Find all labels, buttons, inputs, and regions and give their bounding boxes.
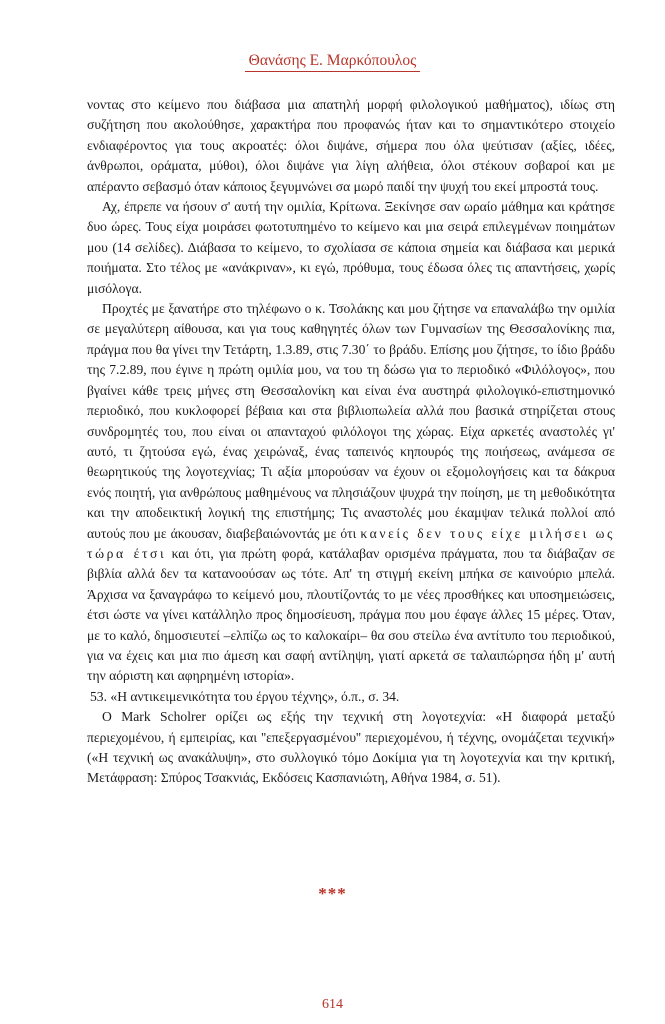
page-number: 614 [322,997,343,1012]
spaced-emphasis: κανείς δεν τους είχε μιλήσει ως τώρα έτσι [87,525,615,561]
section-separator: *** [318,884,347,903]
running-header [0,50,665,72]
paragraph-3-text-a: Προχτές με ξανατήρε στο τηλέφωνο ο κ. Τσολάκης και μου ζήτησε να επαναλάβω την ομιλία σε μεγαλύτερη αίθουσα, και για τους καθηγητές όλων των Γυμνασίων της Θεσσαλονίκης πια, πράγμα που θα γίνει την Τετάρτη, 1.3.89, στις 7.30΄ το βράδυ. Επίσης μου ζήτησε, το ίδιο βράδυ της 7.2.89, που έγινε η πρώτη ομιλία μου, να του τη δώσω για το περιοδικό «Φιλόλογος», που βγαίνει κάθε τρεις μήνες στη Θεσσαλονίκη και είναι ένα αυστηρά φιλολογικό-επιστημονικό περιοδικό, που κυκλοφορεί βέβαια και στα βιβλιοπωλεία αλλά που βασικά στηρίζεται στους συνδρομητές του, που είναι οι απανταχού φιλόλογοι της χώρας. Είχα αρκετές αναστολές γι' αυτό, τι ζητούσα εγώ, ένας χειρώναξ, ένας ταπεινός κηπουρός της ποιήσεως, ανάμεσα σε θεωρητικούς της λογοτεχνίας; Τι αξία μπορούσαν να έχουν οι εξομολογήσεις και τα δάκρυα ενός ποιητή, για ανθρώπους μαθημένους να πλησιάζουν ψυχρά την ποίηση, με τη μεθοδικότητα και την αποδεικτική λογική της επιστήμης; Τις αναστολές μου έκαμψαν τελικά πολλοί από αυτούς που με άκουσαν, διαβεβαιώνοντάς με ότι [87,301,615,541]
paragraph-3 [87,299,615,687]
paragraph-4: Ο Mark Scholrer ορίζει ως εξής την τεχνική στη λογοτεχνία: «Η διαφορά μεταξύ περιεχομένου, ή εμπειρίας, και ''επεξεργασμένου'' περιεχομένου, ή τέχνης, ονομάζεται τεχνική» («Η τεχνική ως ανακάλυψη», στο συλλογικό τόμο Δοκίμια για τη λογοτεχνία και την κριτική, Μετάφραση: Σπύρος Τσακνιάς, Εκδόσεις Κασπανιώτη, Αθήνα 1984, σ. 51). [87,709,615,786]
paragraph-3-text-b: και ότι, για πρώτη φορά, κατάλαβαν ορισμένα πράγματα, που τα διάβαζαν σε βιβλία αλλά δεν τα κατανοούσαν ως τότε. Απ' τη στιγμή εκείνη μπήκα σε καινούριο μπελά. Άρχισα να ξαναγράφω το κείμενό μου, πλουτίζοντάς το με νέες προσθήκες και υποσημειώσεις, έτσι ώστε να γίνει κατάλληλο προς δημοσίευση, πράγμα που μου έφαγε άλλες 15 μέρες. Όταν, με το καλό, δημοσιευτεί –ελπίζω ως το καλοκαίρι– θα σου στείλω ένα αντίτυπο του περιοδικού, για να έχεις και μια πιο άμεση και σαφή αντίληψη, γιατί αρκετά σε ταλαιπώρησα ήδη μ' αυτή την αόριστη και αφηρημένη ιστορία». [87,545,615,684]
main-text [87,95,615,789]
footnote-53: 53. «Η αντικειμενικότητα του έργου τέχνης», ό.π., σ. 34. [90,688,400,704]
paragraph-1: νοντας στο κείμενο που διάβασα μια απατηλή μορφή φιλολογικού μαθήματος), ιδίως στη συζήτηση που ακολούθησε, χαρακτήρα που προφανώς ήταν και το σημαντικότερο στοιχείο ενδιαφέροντος για τους ακροατές: όλοι διψάνε, σήμερα που όλα ψεύτισαν (αξίες, ιδέες, άνθρωποι, οράματα, μύθοι), όλοι διψάνε για λίγη αλήθεια, όλοι στέκουν σοβαροί και με απέραντο σεβασμό όταν κάποιος ξεγυμνώνει σα μωρό παιδί την ψυχή του εκεί μπροστά τους. [87,97,615,194]
paragraph-2: Αχ, έπρεπε να ήσουν σ' αυτή την ομιλία, Κρίτωνα. Ξεκίνησε σαν ωραίο μάθημα και κράτησε δυο ώρες. Τους είχα μοιράσει φωτοτυπημένο το κείμενο και μια σειρά επιλεγμένων ποιημάτων μου (14 σελίδες). Διάβασα το κείμενο, το σχολίασα σε κάποια σημεία και διάβασα και μερικά ποιήματα. Στο τέλος με «ανάκριναν», κι εγώ, πρόθυμα, τους έδωσα όλες τις απαντήσεις, χωρίς μισόλογα. [87,199,615,296]
author-name: Θανάσης Ε. Μαρκόπουλος [245,52,421,72]
